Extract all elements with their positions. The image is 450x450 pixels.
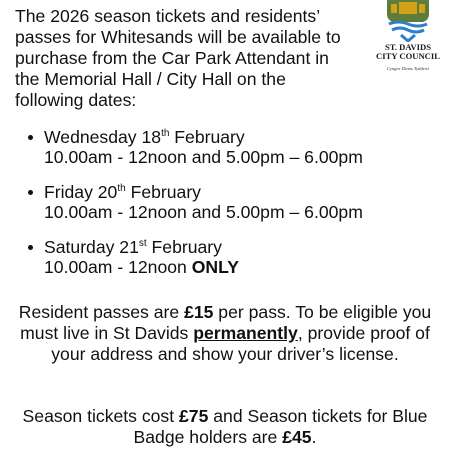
date-list (28, 127, 363, 292)
date-label: Wednesday 18th February (44, 127, 245, 147)
bullet-icon (28, 135, 33, 140)
date-item-friday (28, 182, 363, 222)
intro-line: following dates: (15, 90, 137, 110)
permanently-emphasis: permanently (193, 323, 298, 343)
intro-paragraph (15, 6, 365, 111)
intro-line: purchase from the Car Park Attendant in (15, 48, 329, 68)
date-item-saturday (28, 237, 363, 277)
resident-pass-paragraph: Resident passes are £15 per pass. To be eligible you must live in St Davids permanently, provide proof of your address and show your driver’s license. (18, 302, 432, 364)
council-name: ST. DAVIDS CITY COUNCIL (376, 42, 440, 61)
council-logo (373, 0, 443, 110)
only-emphasis: ONLY (191, 257, 239, 277)
season-price: £75 (179, 406, 209, 426)
bullet-icon (28, 190, 33, 195)
season-ticket-paragraph: Season tickets cost £75 and Season tickets for Blue Badge holders are £45. (22, 406, 428, 447)
intro-line: the Memorial Hall / City Hall on the (15, 69, 286, 89)
resident-price: £15 (184, 302, 214, 322)
bullet-icon (28, 245, 33, 250)
date-label: Friday 20th February (44, 182, 201, 202)
date-label: Saturday 21st February (44, 237, 222, 257)
intro-line: passes for Whitesands will be available to (15, 27, 341, 47)
date-times: 10.00am - 12noon ONLY (44, 257, 239, 277)
date-times: 10.00am - 12noon and 5.00pm – 6.00pm (44, 147, 363, 167)
council-motto: Cyngor Dinas Tyddewi (386, 66, 430, 71)
intro-line: The 2026 season tickets and residents’ (15, 6, 321, 26)
date-item-wednesday (28, 127, 363, 167)
blue-badge-price: £45 (282, 427, 312, 447)
crest-icon (379, 0, 437, 42)
date-times: 10.00am - 12noon and 5.00pm – 6.00pm (44, 202, 363, 222)
